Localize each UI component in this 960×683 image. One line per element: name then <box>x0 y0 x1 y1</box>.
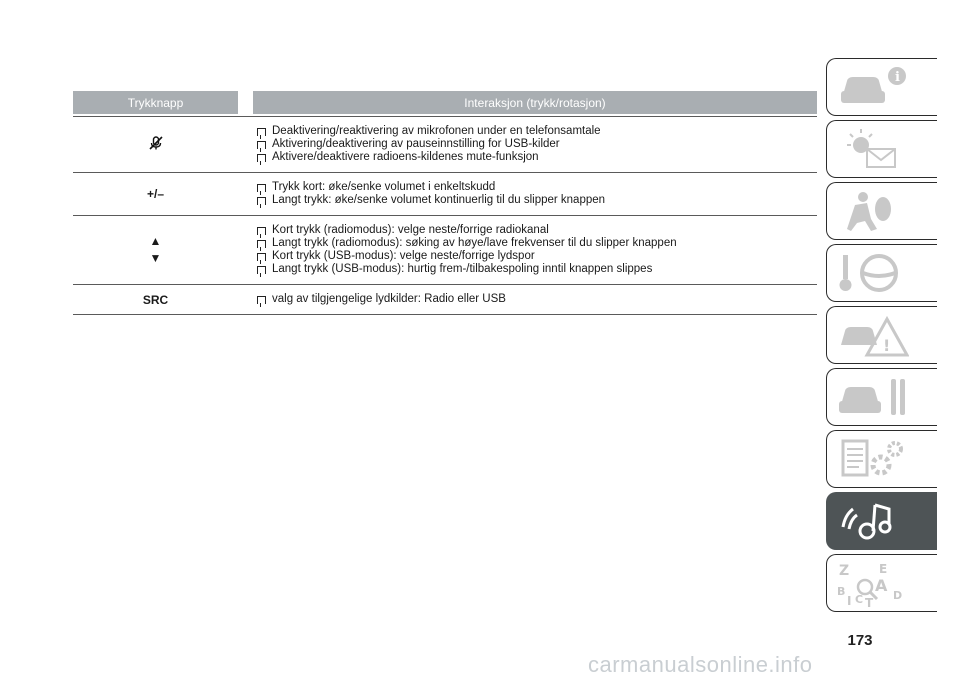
svg-text:A: A <box>875 576 888 595</box>
bullet-icon <box>257 227 266 235</box>
interaction-cell <box>253 117 817 172</box>
watermark: carmanualsonline.info <box>588 652 813 677</box>
arrow-down-icon: ▼ <box>149 251 162 265</box>
svg-text:I: I <box>847 594 852 607</box>
button-cell <box>73 285 238 314</box>
src-button-label: SRC <box>142 292 169 307</box>
table-row <box>73 216 817 285</box>
controls-table <box>73 91 817 315</box>
tab-technical-data[interactable] <box>826 430 937 488</box>
tab-service[interactable] <box>826 368 937 426</box>
interaction-cell <box>253 216 817 284</box>
tab-multimedia[interactable] <box>826 492 937 550</box>
list-item: valg av tilgjengelige lydkilder: Radio eller USB <box>272 293 506 305</box>
tab-index[interactable] <box>826 554 937 612</box>
bullet-icon <box>257 240 266 248</box>
tab-car-info[interactable] <box>826 58 937 116</box>
arrow-up-icon: ▲ <box>149 234 162 248</box>
tab-safety[interactable] <box>826 182 937 240</box>
list-item: Kort trykk (USB-modus): velge neste/forrige lydspor <box>272 250 535 262</box>
svg-text:D: D <box>893 589 903 602</box>
button-cell <box>73 173 238 215</box>
table-row <box>73 116 817 173</box>
technical-specs-gear-icon <box>837 435 909 483</box>
tab-start-drive[interactable] <box>826 244 937 302</box>
bullet-icon <box>257 296 266 304</box>
car-service-tools-icon <box>837 373 909 421</box>
list-item: Kort trykk (radiomodus): velge neste/forrige radiokanal <box>272 224 549 236</box>
svg-text:i: i <box>895 70 900 85</box>
mic-mute-icon <box>149 136 163 153</box>
bullet-icon <box>257 266 266 274</box>
multimedia-music-icon <box>837 497 909 545</box>
bullet-icon <box>257 128 266 136</box>
emergency-triangle-icon <box>837 311 909 359</box>
svg-text:T: T <box>865 596 874 607</box>
svg-text:Z: Z <box>839 563 850 579</box>
svg-text:!: ! <box>883 336 891 355</box>
table-row <box>73 285 817 315</box>
list-item: Langt trykk: øke/senke volumet kontinuerlig til du slipper knappen <box>272 194 606 206</box>
interaction-cell <box>253 173 817 215</box>
list-item: Aktivere/deaktivere radioens-kildenes mute-funksjon <box>272 151 539 163</box>
svg-text:C: C <box>855 593 864 606</box>
interaction-cell <box>253 285 817 314</box>
header-interaction: Interaksjon (trykk/rotasjon) <box>253 91 817 114</box>
key-steering-wheel-icon <box>837 249 909 297</box>
volume-button-label: +/– <box>146 187 164 201</box>
tab-emergency[interactable] <box>826 306 937 364</box>
bullet-icon <box>257 154 266 162</box>
bullet-icon <box>257 197 266 205</box>
car-info-icon <box>837 63 909 111</box>
tab-warning-lights[interactable] <box>826 120 937 178</box>
list-item: Aktivering/deaktivering av pauseinnstilling for USB-kilder <box>272 138 560 150</box>
bullet-icon <box>257 141 266 149</box>
list-item: Langt trykk (radiomodus): søking av høye/lave frekvenser til du slipper knappen <box>272 237 677 249</box>
bullet-icon <box>257 184 266 192</box>
safety-airbag-icon <box>837 187 909 235</box>
list-item: Deaktivering/reaktivering av mikrofonen under en telefonsamtale <box>272 125 601 137</box>
header-button: Trykknapp <box>73 91 238 114</box>
alphabetical-index-icon <box>837 559 909 607</box>
list-item: Trykk kort: øke/senke volumet i enkeltskudd <box>272 181 496 193</box>
warning-light-message-icon <box>837 125 909 173</box>
svg-text:E: E <box>879 562 888 576</box>
page-number: 173 <box>847 632 873 649</box>
bullet-icon <box>257 253 266 261</box>
table-row <box>73 173 817 216</box>
svg-text:B: B <box>837 585 846 598</box>
table-header <box>73 91 817 114</box>
button-cell <box>73 117 238 172</box>
button-cell <box>73 216 238 284</box>
list-item: Langt trykk (USB-modus): hurtig frem-/tilbakespoling inntil knappen slippes <box>272 263 653 275</box>
